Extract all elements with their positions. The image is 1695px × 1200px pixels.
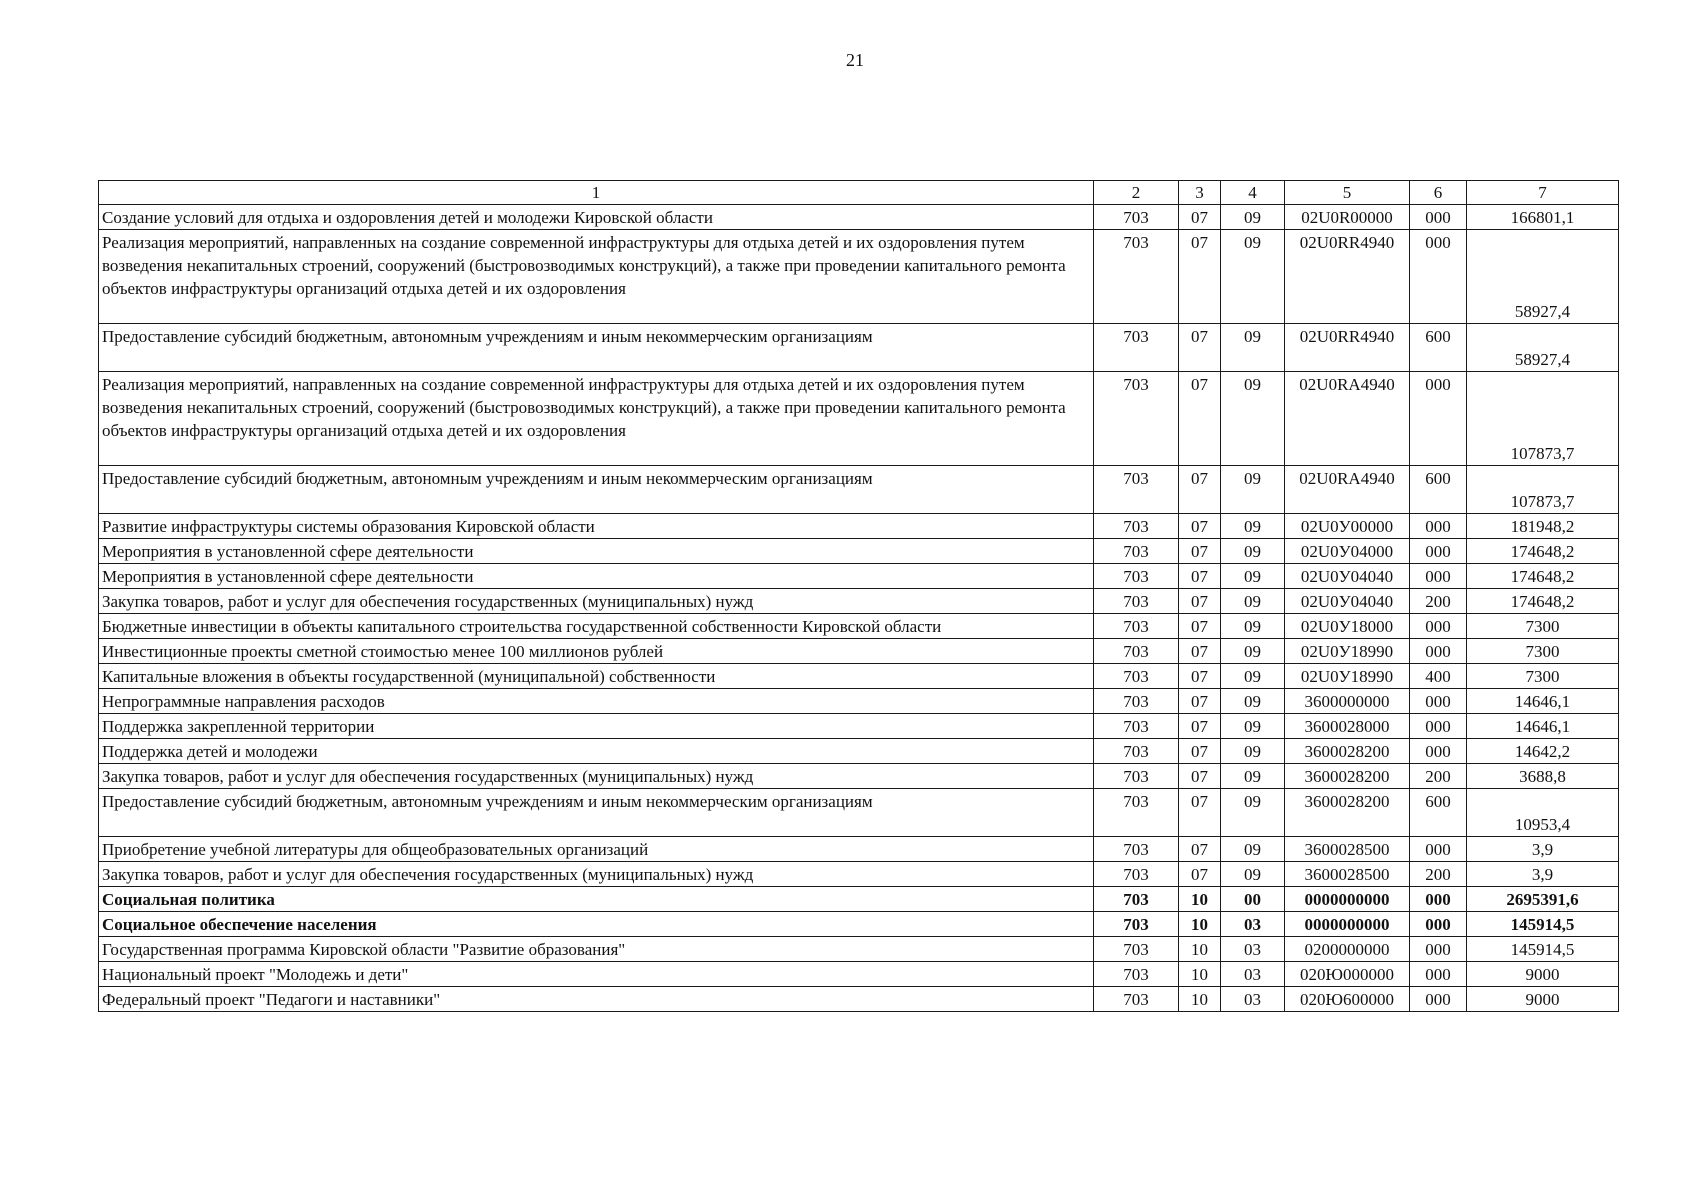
row-type-cell: 000 (1410, 614, 1467, 639)
row-section-cell: 07 (1179, 539, 1221, 564)
row-name-cell: Приобретение учебной литературы для общеобразовательных организаций (99, 837, 1094, 862)
row-type-cell: 000 (1410, 887, 1467, 912)
row-amount-cell: 145914,5 (1467, 912, 1619, 937)
row-code-cell: 703 (1094, 789, 1179, 837)
row-code-cell: 703 (1094, 230, 1179, 324)
table-row (99, 514, 1619, 539)
row-code-cell: 703 (1094, 937, 1179, 962)
table-row (99, 539, 1619, 564)
row-type-cell: 400 (1410, 664, 1467, 689)
row-name-cell: Непрограммные направления расходов (99, 689, 1094, 714)
row-target-cell: 3600028200 (1285, 739, 1410, 764)
row-target-cell: 0200000000 (1285, 937, 1410, 962)
row-target-cell: 02U0У18000 (1285, 614, 1410, 639)
table-row (99, 962, 1619, 987)
row-type-cell: 000 (1410, 205, 1467, 230)
row-type-cell: 000 (1410, 739, 1467, 764)
row-subsection-cell: 09 (1221, 372, 1285, 466)
row-code-cell: 703 (1094, 564, 1179, 589)
row-target-cell: 02U0У04000 (1285, 539, 1410, 564)
row-code-cell: 703 (1094, 205, 1179, 230)
row-amount-cell: 107873,7 (1467, 466, 1619, 514)
row-name-cell: Мероприятия в установленной сфере деятельности (99, 564, 1094, 589)
row-target-cell: 02U0У04040 (1285, 564, 1410, 589)
row-name-cell: Капитальные вложения в объекты государственной (муниципальной) собственности (99, 664, 1094, 689)
table-row (99, 937, 1619, 962)
row-target-cell: 02U0R00000 (1285, 205, 1410, 230)
page-number: 21 (846, 50, 864, 70)
row-target-cell: 02U0У18990 (1285, 639, 1410, 664)
row-subsection-cell: 09 (1221, 639, 1285, 664)
header-col-3: 3 (1179, 181, 1221, 205)
row-section-cell: 07 (1179, 639, 1221, 664)
row-amount-cell: 166801,1 (1467, 205, 1619, 230)
row-section-cell: 07 (1179, 664, 1221, 689)
row-name-cell: Закупка товаров, работ и услуг для обеспечения государственных (муниципальных) нужд (99, 862, 1094, 887)
row-amount-cell: 14642,2 (1467, 739, 1619, 764)
row-subsection-cell: 09 (1221, 614, 1285, 639)
row-subsection-cell: 03 (1221, 937, 1285, 962)
row-section-cell: 07 (1179, 372, 1221, 466)
row-type-cell: 200 (1410, 589, 1467, 614)
row-section-cell: 07 (1179, 764, 1221, 789)
row-target-cell: 02U0RR4940 (1285, 230, 1410, 324)
table-row (99, 739, 1619, 764)
header-col-5: 5 (1285, 181, 1410, 205)
row-target-cell: 02U0У04040 (1285, 589, 1410, 614)
row-subsection-cell: 09 (1221, 589, 1285, 614)
row-subsection-cell: 03 (1221, 962, 1285, 987)
row-amount-cell: 174648,2 (1467, 539, 1619, 564)
row-code-cell: 703 (1094, 764, 1179, 789)
row-section-cell: 07 (1179, 837, 1221, 862)
row-code-cell: 703 (1094, 372, 1179, 466)
row-type-cell: 000 (1410, 230, 1467, 324)
row-subsection-cell: 09 (1221, 764, 1285, 789)
row-amount-cell: 3,9 (1467, 837, 1619, 862)
row-type-cell: 000 (1410, 639, 1467, 664)
row-name-cell: Развитие инфраструктуры системы образования Кировской области (99, 514, 1094, 539)
table-row (99, 912, 1619, 937)
row-amount-cell: 181948,2 (1467, 514, 1619, 539)
table-row (99, 987, 1619, 1012)
row-name-cell: Закупка товаров, работ и услуг для обеспечения государственных (муниципальных) нужд (99, 589, 1094, 614)
row-type-cell: 000 (1410, 514, 1467, 539)
row-section-cell: 07 (1179, 514, 1221, 539)
row-subsection-cell: 09 (1221, 714, 1285, 739)
row-amount-cell: 107873,7 (1467, 372, 1619, 466)
row-target-cell: 3600028500 (1285, 862, 1410, 887)
table-row (99, 639, 1619, 664)
row-subsection-cell: 03 (1221, 912, 1285, 937)
row-name-cell: Бюджетные инвестиции в объекты капитального строительства государственной собственности Кировской области (99, 614, 1094, 639)
table-row (99, 664, 1619, 689)
row-type-cell: 000 (1410, 937, 1467, 962)
table-row (99, 862, 1619, 887)
row-name-cell: Создание условий для отдыха и оздоровления детей и молодежи Кировской области (99, 205, 1094, 230)
row-amount-cell: 7300 (1467, 664, 1619, 689)
row-subsection-cell: 09 (1221, 564, 1285, 589)
row-target-cell: 020Ю600000 (1285, 987, 1410, 1012)
row-type-cell: 600 (1410, 466, 1467, 514)
row-code-cell: 703 (1094, 514, 1179, 539)
row-section-cell: 07 (1179, 466, 1221, 514)
row-type-cell: 200 (1410, 764, 1467, 789)
table-row (99, 714, 1619, 739)
row-code-cell: 703 (1094, 539, 1179, 564)
row-section-cell: 07 (1179, 614, 1221, 639)
row-code-cell: 703 (1094, 837, 1179, 862)
table-row (99, 764, 1619, 789)
table-row (99, 564, 1619, 589)
row-name-cell: Национальный проект "Молодежь и дети" (99, 962, 1094, 987)
header-col-2: 2 (1094, 181, 1179, 205)
row-type-cell: 000 (1410, 837, 1467, 862)
table-row (99, 887, 1619, 912)
header-col-6: 6 (1410, 181, 1467, 205)
row-section-cell: 07 (1179, 230, 1221, 324)
row-subsection-cell: 09 (1221, 466, 1285, 514)
row-name-cell: Поддержка закрепленной территории (99, 714, 1094, 739)
row-target-cell: 020Ю000000 (1285, 962, 1410, 987)
row-section-cell: 07 (1179, 689, 1221, 714)
row-type-cell: 000 (1410, 372, 1467, 466)
row-code-cell: 703 (1094, 912, 1179, 937)
row-target-cell: 3600028200 (1285, 789, 1410, 837)
row-subsection-cell: 09 (1221, 837, 1285, 862)
row-type-cell: 000 (1410, 689, 1467, 714)
table-row (99, 589, 1619, 614)
row-section-cell: 07 (1179, 564, 1221, 589)
row-name-cell: Инвестиционные проекты сметной стоимостью менее 100 миллионов рублей (99, 639, 1094, 664)
row-target-cell: 3600028200 (1285, 764, 1410, 789)
row-subsection-cell: 09 (1221, 739, 1285, 764)
row-code-cell: 703 (1094, 962, 1179, 987)
table-row (99, 689, 1619, 714)
row-type-cell: 000 (1410, 714, 1467, 739)
row-target-cell: 3600028000 (1285, 714, 1410, 739)
row-type-cell: 000 (1410, 912, 1467, 937)
row-name-cell: Социальное обеспечение населения (99, 912, 1094, 937)
row-target-cell: 02U0RA4940 (1285, 372, 1410, 466)
row-amount-cell: 2695391,6 (1467, 887, 1619, 912)
row-target-cell: 02U0RR4940 (1285, 324, 1410, 372)
row-type-cell: 600 (1410, 789, 1467, 837)
row-amount-cell: 7300 (1467, 614, 1619, 639)
row-amount-cell: 9000 (1467, 987, 1619, 1012)
row-type-cell: 000 (1410, 987, 1467, 1012)
row-code-cell: 703 (1094, 589, 1179, 614)
row-type-cell: 600 (1410, 324, 1467, 372)
row-section-cell: 07 (1179, 324, 1221, 372)
row-name-cell: Федеральный проект "Педагоги и наставники" (99, 987, 1094, 1012)
row-subsection-cell: 09 (1221, 324, 1285, 372)
row-section-cell: 07 (1179, 714, 1221, 739)
row-name-cell: Социальная политика (99, 887, 1094, 912)
row-name-cell: Поддержка детей и молодежи (99, 739, 1094, 764)
table-row (99, 372, 1619, 466)
row-target-cell: 3600000000 (1285, 689, 1410, 714)
row-name-cell: Реализация мероприятий, направленных на создание современной инфраструктуры для отдыха детей и их оздоровления путем возведения некапитальных строений, сооружений (быстровозводимых конструкций), а также при проведении капитального ремонта объектов инфраструктуры организаций отдыха детей и их оздоровления (99, 372, 1094, 466)
table-row (99, 789, 1619, 837)
row-section-cell: 07 (1179, 589, 1221, 614)
row-amount-cell: 10953,4 (1467, 789, 1619, 837)
row-target-cell: 02U0RA4940 (1285, 466, 1410, 514)
table-header-row (99, 181, 1619, 205)
row-section-cell: 07 (1179, 862, 1221, 887)
row-amount-cell: 3,9 (1467, 862, 1619, 887)
row-type-cell: 000 (1410, 539, 1467, 564)
row-subsection-cell: 09 (1221, 862, 1285, 887)
row-section-cell: 07 (1179, 789, 1221, 837)
row-subsection-cell: 09 (1221, 664, 1285, 689)
row-name-cell: Мероприятия в установленной сфере деятельности (99, 539, 1094, 564)
row-subsection-cell: 00 (1221, 887, 1285, 912)
header-col-1: 1 (99, 181, 1094, 205)
row-section-cell: 10 (1179, 987, 1221, 1012)
header-col-4: 4 (1221, 181, 1285, 205)
row-subsection-cell: 09 (1221, 514, 1285, 539)
row-name-cell: Закупка товаров, работ и услуг для обеспечения государственных (муниципальных) нужд (99, 764, 1094, 789)
row-amount-cell: 14646,1 (1467, 689, 1619, 714)
row-code-cell: 703 (1094, 664, 1179, 689)
table-row (99, 205, 1619, 230)
row-name-cell: Предоставление субсидий бюджетным, автономным учреждениям и иным некоммерческим организациям (99, 324, 1094, 372)
row-amount-cell: 3688,8 (1467, 764, 1619, 789)
row-amount-cell: 58927,4 (1467, 324, 1619, 372)
row-code-cell: 703 (1094, 689, 1179, 714)
row-code-cell: 703 (1094, 324, 1179, 372)
row-target-cell: 02U0У00000 (1285, 514, 1410, 539)
row-code-cell: 703 (1094, 614, 1179, 639)
row-amount-cell: 174648,2 (1467, 564, 1619, 589)
row-code-cell: 703 (1094, 714, 1179, 739)
row-amount-cell: 174648,2 (1467, 589, 1619, 614)
row-subsection-cell: 03 (1221, 987, 1285, 1012)
row-section-cell: 10 (1179, 912, 1221, 937)
row-subsection-cell: 09 (1221, 789, 1285, 837)
row-subsection-cell: 09 (1221, 230, 1285, 324)
row-section-cell: 07 (1179, 739, 1221, 764)
row-subsection-cell: 09 (1221, 205, 1285, 230)
row-section-cell: 10 (1179, 937, 1221, 962)
row-target-cell: 0000000000 (1285, 912, 1410, 937)
row-code-cell: 703 (1094, 862, 1179, 887)
row-amount-cell: 58927,4 (1467, 230, 1619, 324)
row-type-cell: 000 (1410, 962, 1467, 987)
row-section-cell: 10 (1179, 887, 1221, 912)
row-subsection-cell: 09 (1221, 539, 1285, 564)
table-row (99, 324, 1619, 372)
row-section-cell: 10 (1179, 962, 1221, 987)
row-code-cell: 703 (1094, 887, 1179, 912)
table-body (99, 205, 1619, 1012)
row-code-cell: 703 (1094, 466, 1179, 514)
row-type-cell: 000 (1410, 564, 1467, 589)
row-code-cell: 703 (1094, 987, 1179, 1012)
table-row (99, 230, 1619, 324)
row-code-cell: 703 (1094, 739, 1179, 764)
row-name-cell: Реализация мероприятий, направленных на создание современной инфраструктуры для отдыха детей и их оздоровления путем возведения некапитальных строений, сооружений (быстровозводимых конструкций), а также при проведении капитального ремонта объектов инфраструктуры организаций отдыха детей и их оздоровления (99, 230, 1094, 324)
row-subsection-cell: 09 (1221, 689, 1285, 714)
row-name-cell: Государственная программа Кировской области "Развитие образования" (99, 937, 1094, 962)
row-name-cell: Предоставление субсидий бюджетным, автономным учреждениям и иным некоммерческим организациям (99, 466, 1094, 514)
row-target-cell: 02U0У18990 (1285, 664, 1410, 689)
row-amount-cell: 7300 (1467, 639, 1619, 664)
budget-table (98, 180, 1619, 1012)
row-code-cell: 703 (1094, 639, 1179, 664)
row-amount-cell: 145914,5 (1467, 937, 1619, 962)
row-section-cell: 07 (1179, 205, 1221, 230)
table-row (99, 614, 1619, 639)
row-name-cell: Предоставление субсидий бюджетным, автономным учреждениям и иным некоммерческим организациям (99, 789, 1094, 837)
row-target-cell: 3600028500 (1285, 837, 1410, 862)
row-type-cell: 200 (1410, 862, 1467, 887)
table-row (99, 837, 1619, 862)
row-target-cell: 0000000000 (1285, 887, 1410, 912)
table-row (99, 466, 1619, 514)
row-amount-cell: 14646,1 (1467, 714, 1619, 739)
header-col-7: 7 (1467, 181, 1619, 205)
row-amount-cell: 9000 (1467, 962, 1619, 987)
